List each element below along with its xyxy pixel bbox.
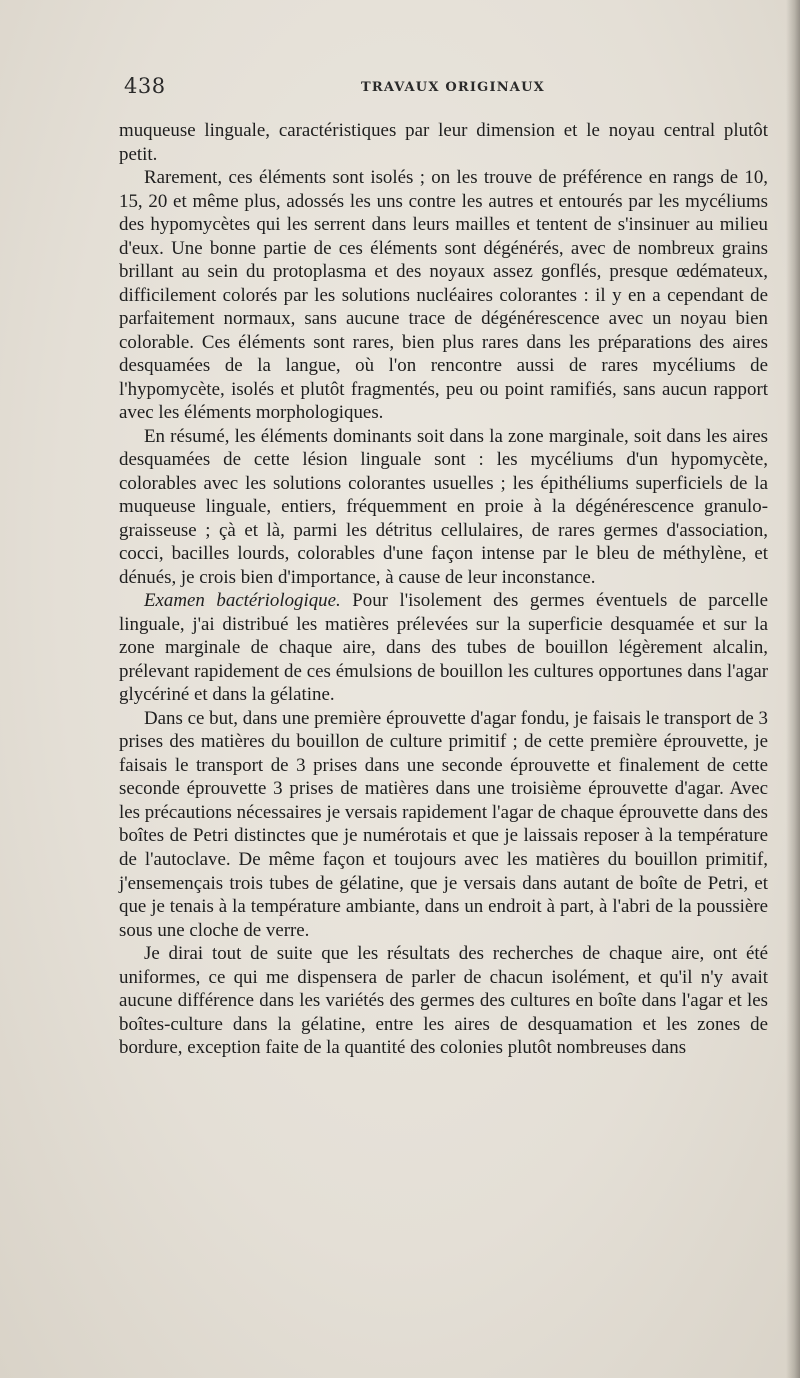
- section-lead-examen-bacteriologique: Examen bactériologique.: [144, 590, 341, 612]
- body-text: [119, 119, 768, 1060]
- paragraph-4: [119, 589, 768, 707]
- page-number: 438: [124, 74, 166, 98]
- paragraph-4-text: Pour l'isolement des germes éventuels de parcelle linguale, j'ai distribué les matières prélevées sur la superficie desquamée et sur la zone marginale de chaque aire, dans des tubes de bouillon légèrement alcalin, prélevant rapidement de ces émulsions de bouillon les cultures opportunes dans l'agar glycériné et dans la gélatine.: [119, 590, 768, 706]
- paragraph-5: Dans ce but, dans une première éprouvette d'agar fondu, je faisais le transport de 3 prises des matières du bouillon de culture primitif ; de cette première éprouvette, je faisais le transport de 3 prises dans une seconde éprouvette et finalement de cette seconde éprouvette 3 prises de matières dans une troisième éprouvette d'agar. Avec les précautions nécessaires je versais rapidement l'agar de chaque éprouvette dans des boîtes de Petri distinctes que je numérotais et que je laissais reposer à la température de l'autoclave. De même façon et toujours avec les matières du bouillon primitif, j'ensemençais trois tubes de gélatine, que je versais dans autant de boîte de Petri, et que je tenais à la température ambiante, dans un endroit à part, à l'abri de la poussière sous une cloche de verre.: [119, 707, 768, 941]
- paragraph-3: En résumé, les éléments dominants soit dans la zone marginale, soit dans les aires desquamées de cette lésion linguale sont : les mycéliums d'un hypomycète, colorables avec les solutions colorantes usuelles ; les épithéliums superficiels de la muqueuse linguale, entiers, fréquemment en proie à la dégénérescence granulo-graisseuse ; çà et là, parmi les détritus cellulaires, de rares germes d'association, cocci, bacilles lourds, colorables d'une façon intense par le bleu de méthylène, et dénués, je crois bien d'importance, à cause de leur inconstance.: [119, 425, 768, 588]
- page-header: [124, 74, 774, 104]
- paragraph-6: Je dirai tout de suite que les résultats des recherches de chaque aire, ont été uniformes, ce qui me dispensera de parler de chacun isolément, et qu'il n'y avait aucune différence dans les variétés des germes des cultures en boîte dans l'agar et les boîtes-culture dans la gélatine, entre les aires de desquamation et les zones de bordure, exception faite de la quantité des colonies plutôt nombreuses dans: [119, 943, 768, 1059]
- running-title: TRAVAUX ORIGINAUX: [361, 80, 545, 95]
- paragraph-2: Rarement, ces éléments sont isolés ; on les trouve de préférence en rangs de 10, 15, 20 et même plus, adossés les uns contre les autres et entourés par les mycéliums des hypomycètes qui les serrent dans leurs mailles et tentent de s'insinuer au milieu d'eux. Une bonne partie de ces éléments sont dégénérés, avec de nombreux grains brillant au sein du protoplasma et des noyaux assez gonflés, presque œdémateux, difficilement colorés par les solutions nucléaires colorantes : il y en a cependant de parfaitement normaux, sans aucune trace de dégénérescence avec un noyau bien colorable. Ces éléments sont rares, bien plus rares dans les préparations des aires desquamées de la langue, où l'on rencontre aussi de rares mycéliums de l'hypomycète, isolés et plutôt fragmentés, peu ou point ramifiés, sans aucun rapport avec les éléments morphologiques.: [119, 167, 768, 424]
- page-edge-shadow: [786, 0, 800, 1378]
- paragraph-1: muqueuse linguale, caractéristiques par leur dimension et le noyau central plutôt petit.: [119, 120, 768, 165]
